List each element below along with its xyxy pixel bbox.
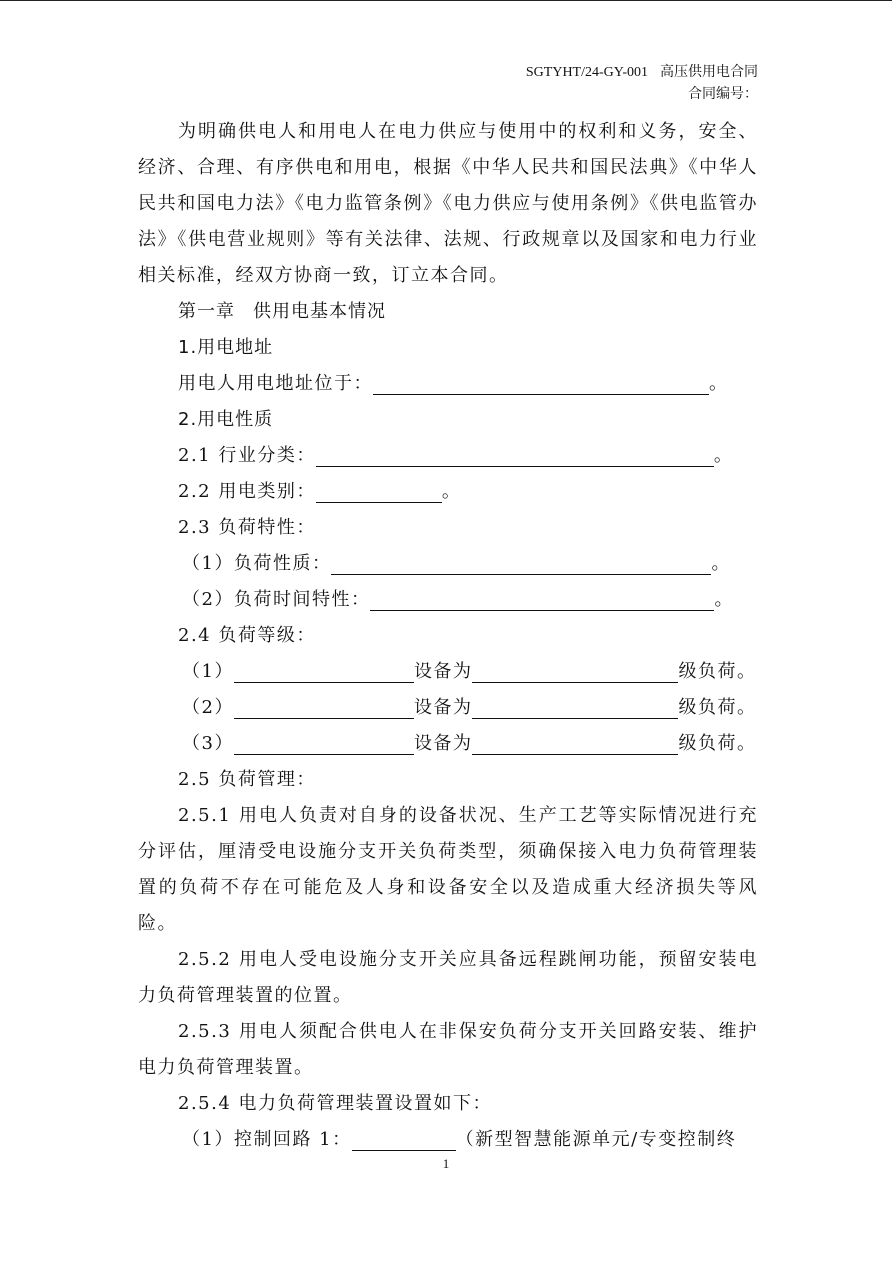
period: 。 <box>441 481 462 502</box>
period: 。 <box>714 589 734 610</box>
section-2-heading: 2.用电性质 <box>178 409 274 430</box>
period: 。 <box>711 553 731 574</box>
load-time-line <box>138 582 758 618</box>
load-time-blank[interactable] <box>370 588 714 611</box>
row-tail: 级负荷。 <box>678 661 757 682</box>
industry-label: 2.1 行业分类： <box>178 445 316 466</box>
industry-line <box>138 438 758 474</box>
load-nature-label: （1）负荷性质： <box>182 553 332 574</box>
doc-code: SGTYHT/24-GY-001 <box>525 65 648 80</box>
chapter-number: 第一章 <box>178 301 235 322</box>
intro-paragraph: 为明确供电人和用电人在电力供应与使用中的权利和义务，安全、经济、合理、有序供电和用电，根据《中华人民共和国民法典》《中华人民共和国电力法》《电力监管条例》《电力供应与使用条例》《供电监管办法》《供电营业规则》等有关法律、法规、行政规章以及国家和电力行业相关标准，经双方协商一致，订立本合同。 <box>138 121 758 286</box>
chapter-heading <box>138 294 758 330</box>
address-line <box>138 366 758 402</box>
equipment-blank[interactable] <box>234 696 414 719</box>
paragraph-2-5-1: 2.5.1 用电人负责对自身的设备状况、生产工艺等实际情况进行充分评估，厘清受电设施分支开关负荷类型，须确保接入电力负荷管理装置的负荷不存在可能危及人身和设备安全以及造成重大经济损失等风险。 <box>138 805 758 934</box>
document-body <box>138 114 758 1158</box>
page-header <box>526 62 758 106</box>
load-nature-line <box>138 546 758 582</box>
category-label: 2.2 用电类别： <box>178 481 316 502</box>
level-blank[interactable] <box>472 660 678 683</box>
level-blank[interactable] <box>472 696 678 719</box>
section-1-heading: 1.用电地址 <box>178 337 274 358</box>
row-number: （2） <box>182 697 234 718</box>
paragraph-2-5-4: 2.5.4 电力负荷管理装置设置如下： <box>178 1093 493 1114</box>
load-level-row <box>138 690 758 726</box>
contract-number-label: 合同编号： <box>688 87 758 102</box>
load-nature-blank[interactable] <box>331 552 711 575</box>
row-number: （1） <box>182 661 234 682</box>
row-tail: 级负荷。 <box>678 697 757 718</box>
row-number: （3） <box>182 733 234 754</box>
period: 。 <box>709 373 729 394</box>
header-line-1 <box>526 62 758 84</box>
load-time-label: （2）负荷时间特性： <box>182 589 371 610</box>
doc-title: 高压供用电合同 <box>660 65 758 80</box>
loop-1-blank[interactable] <box>352 1128 456 1151</box>
equipment-blank[interactable] <box>234 732 414 755</box>
row-tail: 级负荷。 <box>678 733 757 754</box>
category-line <box>138 474 758 510</box>
load-level-row <box>138 654 758 690</box>
load-level-row <box>138 726 758 762</box>
control-loop-1-line <box>138 1122 758 1158</box>
industry-blank[interactable] <box>316 444 714 467</box>
load-level-line: 2.4 负荷等级： <box>178 625 316 646</box>
chapter-title: 供用电基本情况 <box>253 301 386 322</box>
loop-1-label: （1）控制回路 1： <box>182 1129 352 1150</box>
address-blank[interactable] <box>373 372 709 395</box>
equipment-blank[interactable] <box>234 660 414 683</box>
period: 。 <box>713 445 734 466</box>
top-border <box>0 0 892 1</box>
load-characteristics-line: 2.3 负荷特性： <box>178 517 316 538</box>
row-mid: 设备为 <box>413 733 473 754</box>
row-mid: 设备为 <box>413 697 473 718</box>
load-management-line: 2.5 负荷管理： <box>178 769 316 790</box>
level-blank[interactable] <box>472 732 678 755</box>
category-blank[interactable] <box>316 480 442 503</box>
row-mid: 设备为 <box>413 661 473 682</box>
page-number: 1 <box>442 1156 450 1171</box>
address-label: 用电人用电地址位于： <box>178 373 373 394</box>
loop-1-tail: （新型智慧能源单元/专变控制终 <box>455 1129 737 1150</box>
paragraph-2-5-3: 2.5.3 用电人须配合供电人在非保安负荷分支开关回路安装、维护电力负荷管理装置。 <box>138 1021 758 1078</box>
paragraph-2-5-2: 2.5.2 用电人受电设施分支开关应具备远程跳闸功能，预留安装电力负荷管理装置的位置。 <box>138 949 758 1006</box>
